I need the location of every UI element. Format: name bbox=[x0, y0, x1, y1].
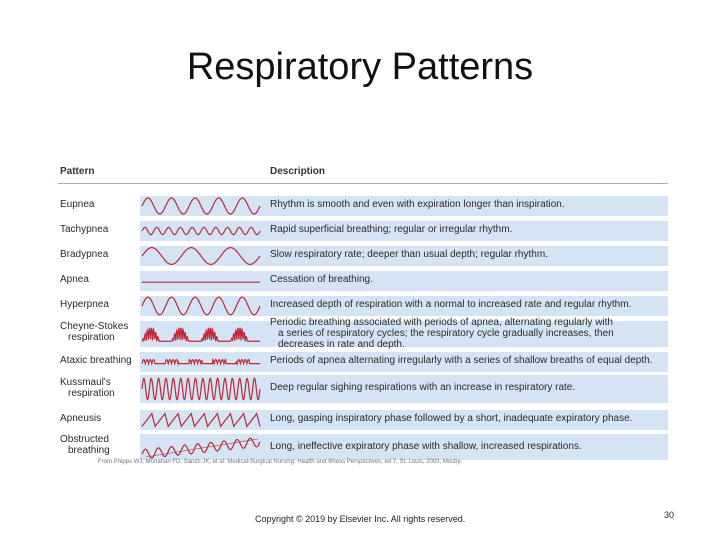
pattern-name-line: Obstructed bbox=[60, 434, 109, 445]
table-row bbox=[58, 246, 668, 266]
table-row bbox=[58, 375, 668, 403]
table-row bbox=[58, 296, 668, 316]
pattern-name bbox=[60, 199, 94, 210]
waveform-trace bbox=[142, 198, 260, 214]
hyperpnea-waveform-icon bbox=[140, 296, 262, 316]
pattern-description bbox=[270, 199, 668, 210]
table-row bbox=[58, 271, 668, 291]
pattern-name bbox=[60, 274, 89, 285]
baseline-trend-line bbox=[146, 439, 258, 457]
pattern-name-line: Bradypnea bbox=[60, 249, 109, 260]
pattern-description bbox=[270, 274, 668, 285]
pattern-name-line: Kussmaul's bbox=[60, 377, 111, 388]
pattern-name-line: breathing bbox=[68, 445, 110, 456]
description-line: Long, ineffective expiratory phase with shallow, increased respirations. bbox=[270, 441, 582, 452]
header-divider bbox=[58, 183, 668, 184]
waveform-trace bbox=[142, 414, 260, 427]
description-line: Cessation of breathing. bbox=[270, 274, 373, 285]
pattern-name bbox=[60, 299, 109, 310]
eupnea-waveform-icon bbox=[140, 196, 262, 216]
pattern-name bbox=[60, 321, 128, 343]
cheyne-stokes-waveform-icon bbox=[140, 321, 262, 347]
apneusis-waveform-icon bbox=[140, 410, 262, 430]
table-row bbox=[58, 196, 668, 216]
source-citation: From Phipps WJ, Monahan FD, Sands JK, et al: Medical-Surgical Nursing: Health and Illness Perspectives, ed 7, St. Louis, 2003, Mosby. bbox=[98, 459, 462, 465]
pattern-description bbox=[270, 224, 668, 235]
pattern-name-line: Tachypnea bbox=[60, 224, 109, 235]
apnea-waveform-icon bbox=[140, 271, 262, 291]
pattern-name bbox=[60, 224, 108, 235]
pattern-name-line: respiration bbox=[68, 332, 115, 343]
description-line: Increased depth of respiration with a normal to increased rate and regular rhythm. bbox=[270, 299, 632, 310]
copyright-footer: Copyright © 2019 by Elsevier Inc. All rights reserved. bbox=[255, 514, 466, 524]
description-line: Rapid superficial breathing; regular or irregular rhythm. bbox=[270, 224, 513, 235]
pattern-description bbox=[270, 355, 668, 366]
table-row bbox=[58, 221, 668, 241]
tachypnea-waveform-icon bbox=[140, 221, 262, 241]
description-column-header: Description bbox=[270, 166, 326, 177]
waveform-trace bbox=[142, 378, 260, 399]
pattern-description bbox=[270, 317, 668, 350]
pattern-name-line: Hyperpnea bbox=[60, 299, 109, 310]
pattern-name-line: Cheyne-Stokes bbox=[60, 321, 129, 332]
pattern-column-header: Pattern bbox=[60, 166, 95, 177]
description-line: Long, gasping inspiratory phase followed by a short, inadequate expiratory phase. bbox=[270, 413, 633, 424]
pattern-name bbox=[60, 434, 110, 456]
pattern-description bbox=[270, 299, 668, 310]
waveform-trace bbox=[142, 248, 260, 265]
description-line: a series of respiratory cycles; the respiratory cycle gradually increases, then bbox=[278, 328, 614, 339]
pattern-name bbox=[60, 413, 101, 424]
kussmaul-waveform-icon bbox=[140, 375, 262, 403]
description-line: Slow respiratory rate; deeper than usual depth; regular rhythm. bbox=[270, 249, 548, 260]
pattern-name bbox=[60, 249, 108, 260]
pattern-description bbox=[270, 441, 668, 452]
pattern-description bbox=[270, 249, 668, 260]
table-row bbox=[58, 317, 668, 350]
description-line: Rhythm is smooth and even with expiration longer than inspiration. bbox=[270, 199, 565, 210]
obstructed-waveform-icon bbox=[140, 434, 262, 460]
description-line: decreases in rate and depth. bbox=[278, 339, 405, 350]
pattern-name bbox=[60, 355, 132, 366]
pattern-description bbox=[270, 382, 668, 393]
pattern-name bbox=[60, 377, 115, 399]
pattern-name-line: Apnea bbox=[60, 274, 89, 285]
waveform-trace bbox=[142, 360, 260, 364]
pattern-name-line: Ataxic breathing bbox=[60, 355, 132, 366]
waveform-trace bbox=[142, 297, 260, 315]
slide-title: Respiratory Patterns bbox=[186, 46, 534, 88]
pattern-name-line: respiration bbox=[68, 388, 115, 399]
table-row bbox=[58, 410, 668, 430]
table-row bbox=[58, 352, 668, 372]
description-line: Periods of apnea alternating irregularly with a series of shallow breaths of equal depth. bbox=[270, 355, 653, 366]
description-line: Deep regular sighing respirations with an increase in respiratory rate. bbox=[270, 382, 576, 393]
bradypnea-waveform-icon bbox=[140, 246, 262, 266]
waveform-trace bbox=[142, 227, 260, 234]
pattern-name-line: Apneusis bbox=[60, 413, 102, 424]
description-line: Periodic breathing associated with periods of apnea, alternating regularly with bbox=[270, 317, 613, 328]
pattern-name-line: Eupnea bbox=[60, 199, 95, 210]
ataxic-waveform-icon bbox=[140, 352, 262, 372]
waveform-trace bbox=[142, 328, 260, 341]
pattern-description bbox=[270, 413, 668, 424]
table-row bbox=[58, 434, 668, 460]
page-number: 30 bbox=[664, 510, 675, 520]
